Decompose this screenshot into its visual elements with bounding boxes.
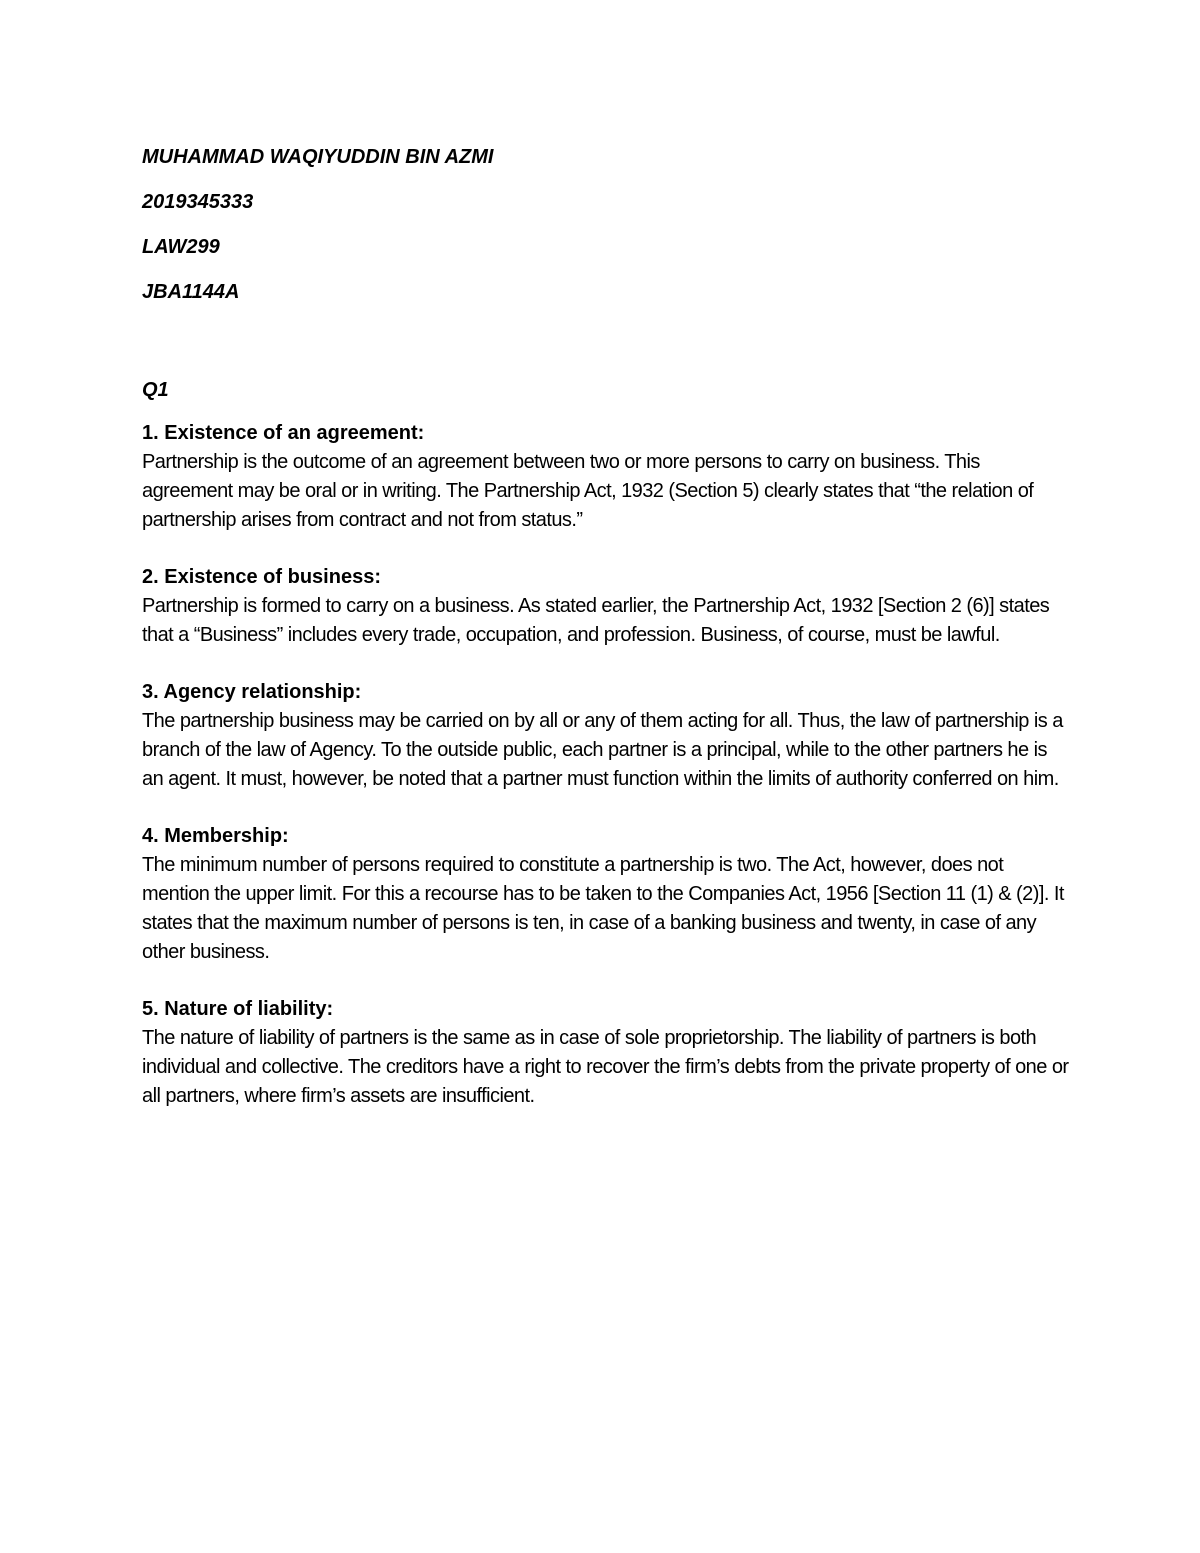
section-heading: 1. Existence of an agreement: <box>142 422 425 444</box>
section-heading: 5. Nature of liability: <box>142 998 334 1020</box>
section-heading: 4. Membership: <box>142 825 289 847</box>
section-body: The minimum number of persons required to constitute a partnership is two. The Act, however, does not mention the upper limit. For this a recourse has to be taken to the Companies Act, 1956 [Section 11 (1) & (2)]. It states that the maximum number of persons is ten, in case of a banking business and twenty, in case of any other business. <box>142 854 1064 963</box>
section-agency <box>142 678 1072 794</box>
section-body: Partnership is formed to carry on a business. As stated earlier, the Partnership Act, 1932 [Section 2 (6)] states that a “Business” includes every trade, occupation, and profession. Business, of course, must be lawful. <box>142 595 1050 646</box>
student-id: 2019345333 <box>142 191 254 213</box>
section-body: Partnership is the outcome of an agreement between two or more persons to carry on business. This agreement may be oral or in writing. The Partnership Act, 1932 (Section 5) clearly states that “the relation of partnership arises from contract and not from status.” <box>142 451 1034 531</box>
section-business <box>142 563 1072 650</box>
section-membership <box>142 822 1072 967</box>
question-label: Q1 <box>142 379 169 401</box>
document-content <box>142 142 1072 1139</box>
course-code: LAW299 <box>142 236 220 258</box>
section-body: The nature of liability of partners is the same as in case of sole proprietorship. The liability of partners is both individual and collective. The creditors have a right to recover the firm’s debts from the private property of one or all partners, where firm’s assets are insufficient. <box>142 1027 1069 1107</box>
section-heading: 3. Agency relationship: <box>142 681 362 703</box>
student-name: MUHAMMAD WAQIYUDDIN BIN AZMI <box>142 146 494 168</box>
section-liability <box>142 995 1072 1111</box>
section-agreement <box>142 419 1072 535</box>
group-code: JBA1144A <box>142 281 240 303</box>
section-body: The partnership business may be carried on by all or any of them acting for all. Thus, the law of partnership is a branch of the law of Agency. To the outside public, each partner is a principal, while to the other partners he is an agent. It must, however, be noted that a partner must function within the limits of authority conferred on him. <box>142 710 1063 790</box>
spacer <box>142 322 1072 375</box>
section-heading: 2. Existence of business: <box>142 566 381 588</box>
